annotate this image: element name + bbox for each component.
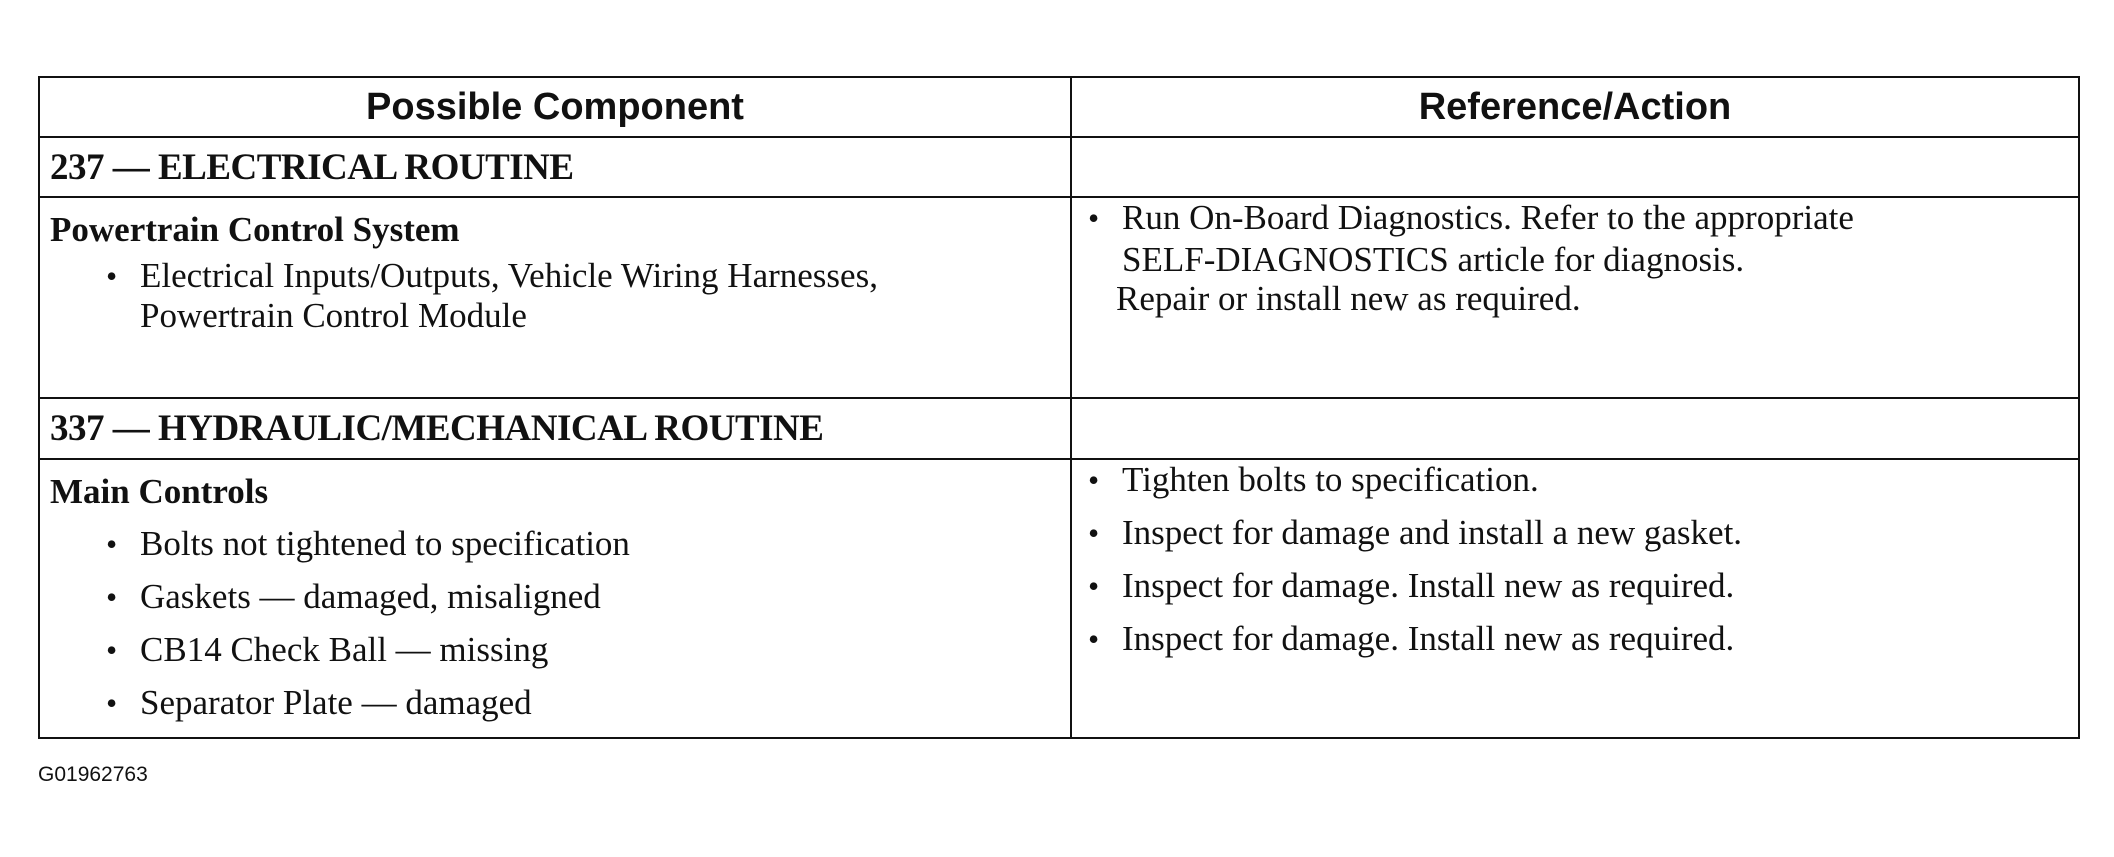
list-item: • Inspect for damage and install a new gasket. (1088, 512, 1743, 552)
component-list (40, 512, 1070, 723)
list-item: • Inspect for damage. Install new as required. (1088, 618, 1735, 658)
action-list (1072, 198, 2078, 238)
action-continuation: SELF-DIAGNOSTICS article for diagnosis. (1122, 240, 1745, 280)
bullet: • (106, 525, 118, 562)
bullet: • (1088, 514, 1100, 551)
bullet: • (1088, 620, 1100, 657)
action-list (1072, 460, 2078, 659)
bullet: • (1088, 461, 1100, 498)
list-item-continuation: Powertrain Control Module (140, 296, 527, 336)
list-item: • Tighten bolts to specification. (1088, 459, 1539, 499)
routine-row-electrical (39, 137, 2079, 197)
routine-title: 337 — HYDRAULIC/MECHANICAL ROUTINE (50, 407, 824, 449)
group-title: Powertrain Control System (50, 210, 460, 250)
header-row (39, 77, 2079, 137)
list-item: • Inspect for damage. Install new as required. (1088, 565, 1735, 605)
bullet: • (106, 631, 118, 668)
list-item: • Bolts not tightened to specification (106, 523, 630, 563)
bullet: • (1088, 200, 1100, 237)
routine-row-hydraulic-mechanical (39, 398, 2079, 458)
empty-cell (1071, 137, 2079, 197)
routine-title: 237 — ELECTRICAL ROUTINE (50, 146, 574, 188)
list-item: • CB14 Check Ball — missing (106, 629, 549, 669)
bullet: • (106, 684, 118, 721)
group-row-powertrain (39, 197, 2079, 398)
action-continuation: Repair or install new as required. (1116, 279, 1581, 319)
bullet: • (1088, 567, 1100, 604)
list-item: • Run On-Board Diagnostics. Refer to the appropriate (1088, 198, 1854, 238)
group-title: Main Controls (50, 471, 269, 511)
list-item: • Separator Plate — damaged (106, 682, 532, 722)
group-row-main-controls (39, 459, 2079, 738)
component-list (40, 250, 1070, 336)
list-item: • Gaskets — damaged, misaligned (106, 576, 601, 616)
bullet: • (106, 578, 118, 615)
list-item: • Electrical Inputs/Outputs, Vehicle Wiring Harnesses, (106, 256, 878, 296)
header-possible-component: Possible Component (39, 77, 1071, 137)
empty-cell (1071, 398, 2079, 458)
header-reference-action: Reference/Action (1071, 77, 2079, 137)
figure-id: G01962763 (38, 763, 148, 786)
bullet: • (106, 258, 118, 295)
diagnostic-table (38, 76, 2080, 739)
